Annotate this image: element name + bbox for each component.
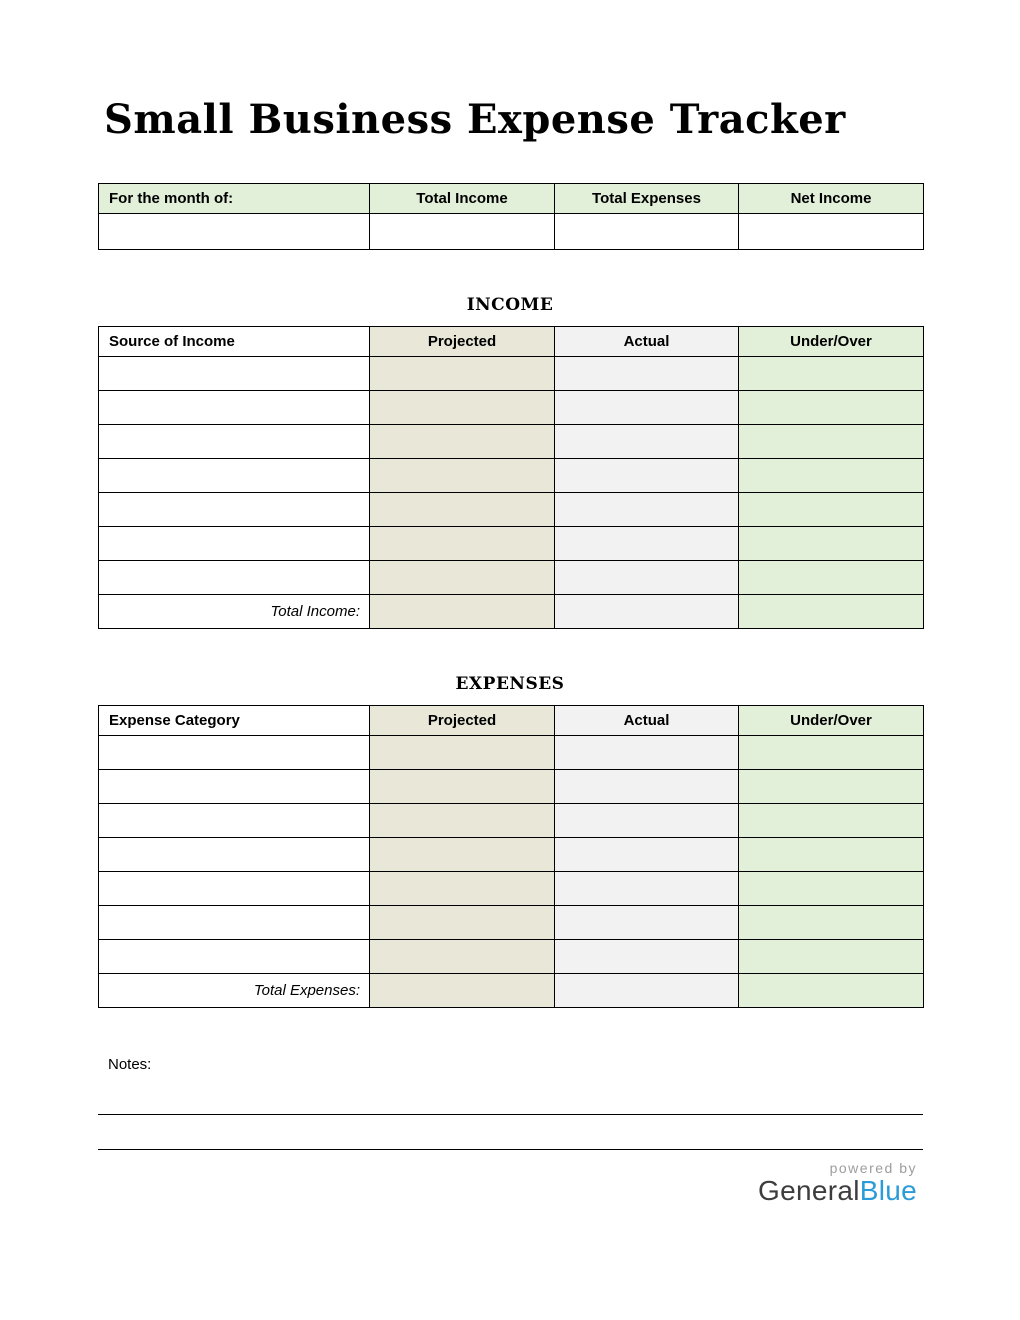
income-cell-projected bbox=[370, 561, 555, 595]
summary-header-net-income: Net Income bbox=[739, 184, 924, 214]
expenses-total-underover bbox=[739, 974, 924, 1008]
expenses-row bbox=[99, 736, 924, 770]
summary-cell-total-expenses-value bbox=[555, 214, 739, 250]
income-cell-actual bbox=[555, 527, 739, 561]
expenses-cell-category bbox=[99, 872, 370, 906]
income-cell-source bbox=[99, 357, 370, 391]
income-row bbox=[99, 391, 924, 425]
expenses-cell-actual bbox=[555, 804, 739, 838]
expenses-row bbox=[99, 770, 924, 804]
income-header-underover: Under/Over bbox=[739, 327, 924, 357]
expenses-cell-category bbox=[99, 736, 370, 770]
expenses-row bbox=[99, 906, 924, 940]
income-cell-source bbox=[99, 459, 370, 493]
income-row bbox=[99, 493, 924, 527]
expenses-header-underover: Under/Over bbox=[739, 706, 924, 736]
expenses-cell-actual bbox=[555, 872, 739, 906]
income-header-projected: Projected bbox=[370, 327, 555, 357]
expenses-cell-category bbox=[99, 838, 370, 872]
expenses-row bbox=[99, 940, 924, 974]
expenses-total-label: Total Expenses: bbox=[99, 974, 370, 1008]
income-header-row bbox=[99, 327, 924, 357]
brand-logo bbox=[98, 1176, 917, 1206]
expenses-cell-actual bbox=[555, 906, 739, 940]
brand-blue-text: Blue bbox=[859, 1175, 917, 1206]
summary-table bbox=[98, 183, 924, 250]
expenses-cell-underover bbox=[739, 872, 924, 906]
summary-cell-month-value bbox=[99, 214, 370, 250]
income-cell-projected bbox=[370, 391, 555, 425]
expenses-cell-actual bbox=[555, 940, 739, 974]
summary-header-row bbox=[99, 184, 924, 214]
expenses-total-row bbox=[99, 974, 924, 1008]
expenses-header-projected: Projected bbox=[370, 706, 555, 736]
expenses-cell-category bbox=[99, 906, 370, 940]
expenses-cell-projected bbox=[370, 940, 555, 974]
expenses-total-projected bbox=[370, 974, 555, 1008]
expenses-cell-projected bbox=[370, 770, 555, 804]
expenses-header-actual: Actual bbox=[555, 706, 739, 736]
expenses-row bbox=[99, 838, 924, 872]
expenses-cell-projected bbox=[370, 736, 555, 770]
notes-label: Notes: bbox=[108, 1056, 152, 1073]
expenses-cell-category bbox=[99, 804, 370, 838]
income-section-title: INCOME bbox=[466, 295, 554, 315]
income-cell-actual bbox=[555, 561, 739, 595]
income-cell-projected bbox=[370, 425, 555, 459]
income-cell-source bbox=[99, 425, 370, 459]
expenses-section-title: EXPENSES bbox=[455, 674, 565, 694]
expenses-cell-underover bbox=[739, 770, 924, 804]
expenses-cell-underover bbox=[739, 940, 924, 974]
powered-by-text: powered by bbox=[829, 1160, 917, 1176]
page-title: Small Business Expense Tracker bbox=[104, 96, 846, 143]
income-row bbox=[99, 459, 924, 493]
footer bbox=[98, 1160, 923, 1206]
income-cell-actual bbox=[555, 425, 739, 459]
expenses-row bbox=[99, 804, 924, 838]
income-cell-actual bbox=[555, 357, 739, 391]
expenses-empty-rows bbox=[99, 736, 924, 974]
income-row bbox=[99, 561, 924, 595]
income-header-source: Source of Income bbox=[99, 327, 370, 357]
income-total-actual bbox=[555, 595, 739, 629]
income-cell-underover bbox=[739, 425, 924, 459]
income-cell-projected bbox=[370, 357, 555, 391]
income-cell-projected bbox=[370, 493, 555, 527]
income-cell-projected bbox=[370, 459, 555, 493]
notes-line-2 bbox=[98, 1149, 923, 1150]
expenses-cell-underover bbox=[739, 906, 924, 940]
expenses-cell-projected bbox=[370, 804, 555, 838]
income-cell-actual bbox=[555, 459, 739, 493]
brand-general-text: General bbox=[758, 1175, 860, 1206]
income-row bbox=[99, 527, 924, 561]
expenses-table bbox=[98, 705, 924, 1008]
income-cell-actual bbox=[555, 493, 739, 527]
expenses-cell-projected bbox=[370, 872, 555, 906]
summary-value-row bbox=[99, 214, 924, 250]
income-table bbox=[98, 326, 924, 629]
expenses-cell-actual bbox=[555, 770, 739, 804]
income-row bbox=[99, 425, 924, 459]
expenses-cell-underover bbox=[739, 736, 924, 770]
summary-cell-net-income-value bbox=[739, 214, 924, 250]
expenses-total-actual bbox=[555, 974, 739, 1008]
income-header-actual: Actual bbox=[555, 327, 739, 357]
income-row bbox=[99, 357, 924, 391]
summary-header-month: For the month of: bbox=[99, 184, 370, 214]
expenses-cell-underover bbox=[739, 804, 924, 838]
income-cell-underover bbox=[739, 527, 924, 561]
summary-cell-total-income-value bbox=[370, 214, 555, 250]
income-cell-actual bbox=[555, 391, 739, 425]
income-cell-underover bbox=[739, 459, 924, 493]
income-cell-source bbox=[99, 391, 370, 425]
income-total-projected bbox=[370, 595, 555, 629]
income-total-label: Total Income: bbox=[99, 595, 370, 629]
summary-header-total-expenses: Total Expenses bbox=[555, 184, 739, 214]
notes-line-1 bbox=[98, 1114, 923, 1115]
income-cell-underover bbox=[739, 493, 924, 527]
income-cell-source bbox=[99, 493, 370, 527]
expenses-cell-category bbox=[99, 940, 370, 974]
summary-header-total-income: Total Income bbox=[370, 184, 555, 214]
expenses-header-row bbox=[99, 706, 924, 736]
income-total-underover bbox=[739, 595, 924, 629]
expenses-cell-projected bbox=[370, 906, 555, 940]
income-cell-underover bbox=[739, 391, 924, 425]
income-cell-underover bbox=[739, 357, 924, 391]
income-cell-source bbox=[99, 561, 370, 595]
income-total-row bbox=[99, 595, 924, 629]
expenses-cell-category bbox=[99, 770, 370, 804]
income-cell-underover bbox=[739, 561, 924, 595]
income-empty-rows bbox=[99, 357, 924, 595]
income-cell-projected bbox=[370, 527, 555, 561]
expenses-cell-actual bbox=[555, 838, 739, 872]
income-cell-source bbox=[99, 527, 370, 561]
expenses-header-category: Expense Category bbox=[99, 706, 370, 736]
expenses-cell-actual bbox=[555, 736, 739, 770]
expenses-cell-projected bbox=[370, 838, 555, 872]
expenses-cell-underover bbox=[739, 838, 924, 872]
expenses-row bbox=[99, 872, 924, 906]
